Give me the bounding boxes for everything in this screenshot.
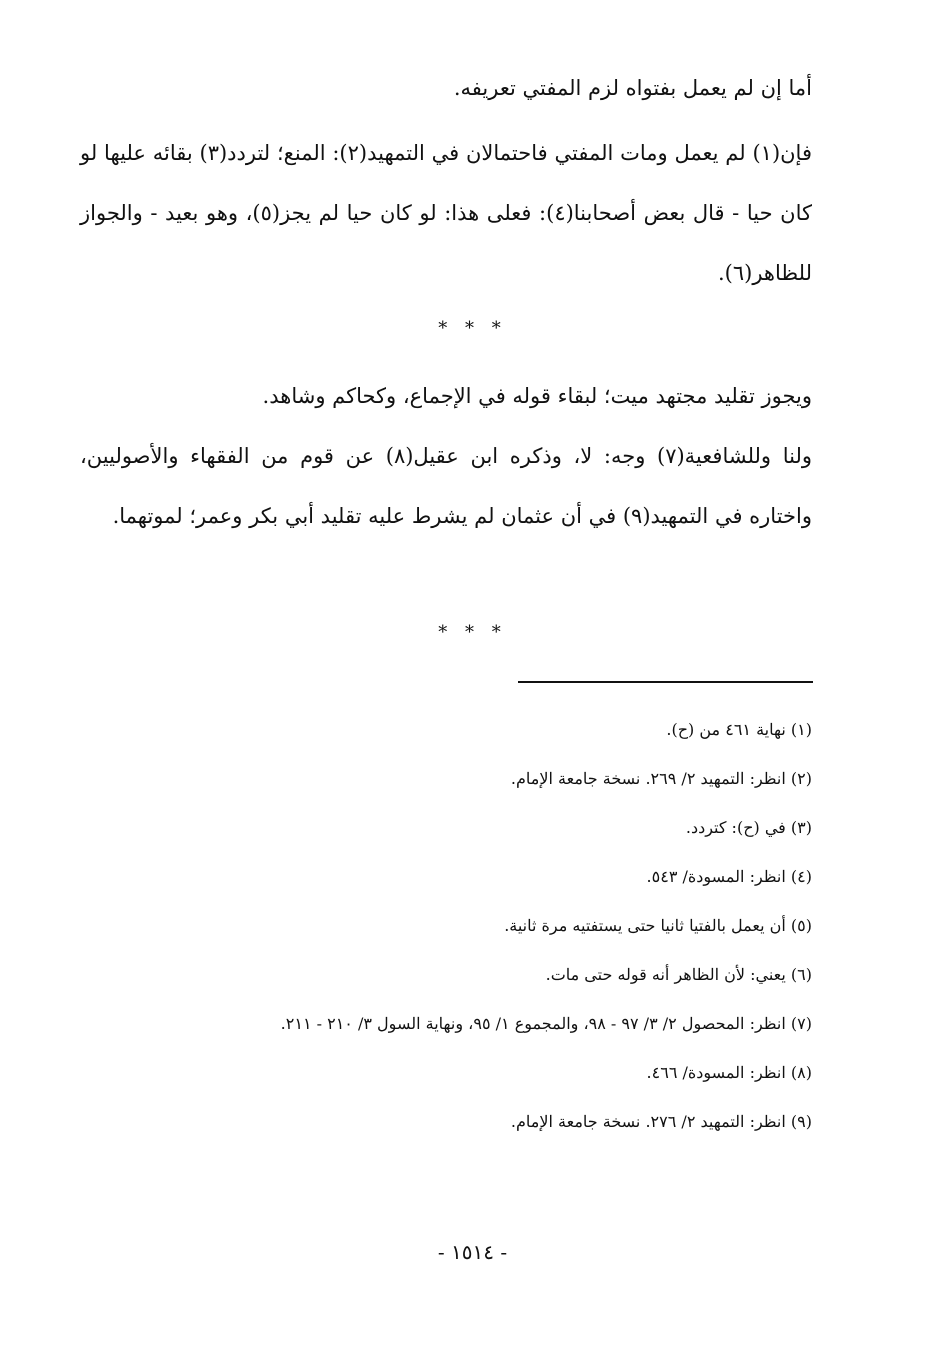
footnote-6: (٦) يعني: لأن الظاهر أنه قوله حتى مات. [545,965,812,984]
main-text-block-2 [80,123,812,303]
footnote-9: (٩) انظر: التمهيد ٢/ ٢٧٦. نسخة جامعة الإمام. [510,1112,812,1131]
paragraph-3: ويجوز تقليد مجتهد ميت؛ لبقاء قوله في الإجماع، وكحاكم وشاهد. [262,384,812,408]
footnote-divider [518,681,813,683]
footnote-2: (٢) انظر: التمهيد ٢/ ٢٦٩. نسخة جامعة الإمام. [510,769,812,788]
footnote-1: (١) نهاية ٤٦١ من (ح). [666,720,812,739]
footnote-3: (٣) في (ح): كتردد. [685,818,812,837]
paragraph-2: فإن(١) لم يعمل ومات المفتي فاحتمالان في التمهيد(٢): المنع؛ لتردد(٣) بقائه عليها لو كان حيا - قال بعض أصحابنا(٤): فعلى هذا: لو كان حيا لم يجز(٥)، وهو بعيد - والجواز للظاهر(٦). [80,141,812,285]
footnote-5: (٥) أن يعمل بالفتيا ثانيا حتى يستفتيه مرة ثانية. [504,916,812,935]
paragraph-1: أما إن لم يعمل بفتواه لزم المفتي تعريفه. [453,76,812,100]
paragraph-4: ولنا وللشافعية(٧) وجه: لا، وذكره ابن عقيل(٨) عن قوم من الفقهاء والأصوليين، واختاره في التمهيد(٩) في أن عثمان لم يشرط عليه تقليد أبي بكر وعمر؛ لموتهما. [80,444,812,528]
main-text-block-1 [80,58,812,118]
main-text-block-4 [80,426,812,546]
footnote-8: (٨) انظر: المسودة/ ٤٦٦. [646,1063,812,1082]
page-number: - ١٥١٤ - [437,1240,508,1264]
main-text-block-3 [80,366,812,426]
section-separator-1: * * * [438,318,507,339]
footnote-7: (٧) انظر: المحصول ٢/ ٣/ ٩٧ - ٩٨، والمجموع ١/ ٩٥، ونهاية السول ٣/ ٢١٠ - ٢١١. [280,1014,812,1033]
footnote-4: (٤) انظر: المسودة/ ٥٤٣. [646,867,812,886]
footnotes [80,705,812,1146]
section-separator-2: * * * [438,622,507,643]
